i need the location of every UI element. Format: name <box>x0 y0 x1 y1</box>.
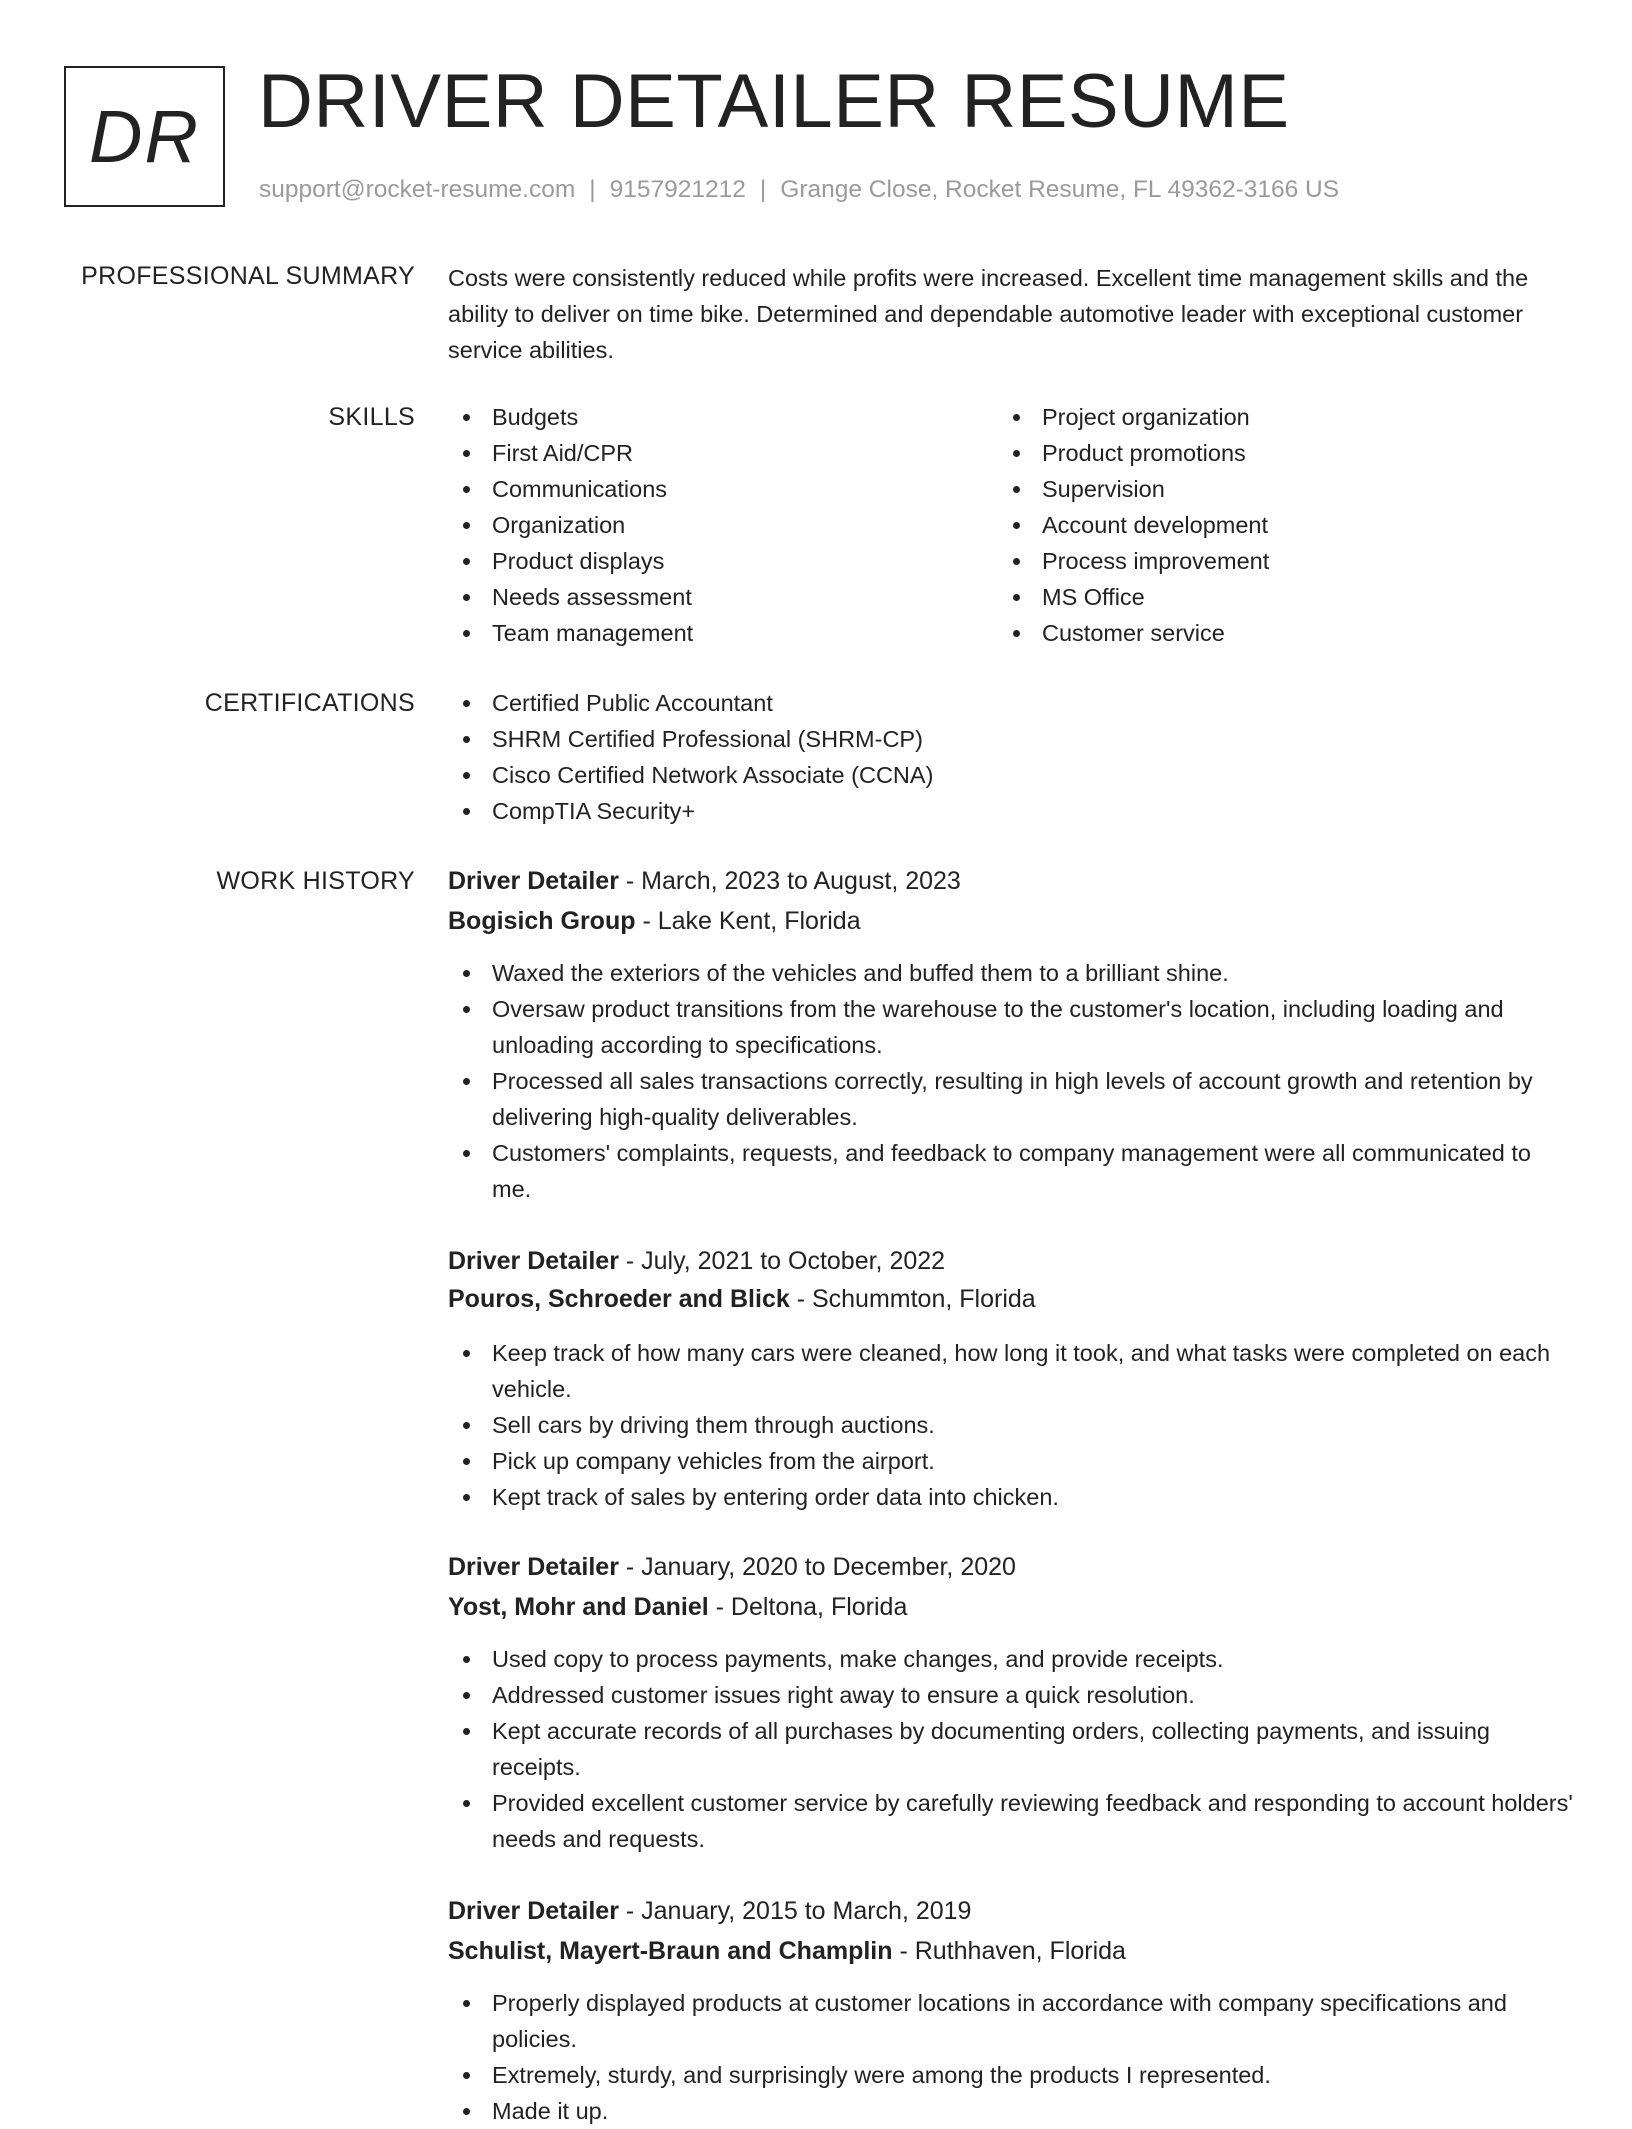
job-bullet: Oversaw product transitions from the warehouse to the customer's location, including loading and unloading according to specifications. <box>448 991 1573 1063</box>
contact-line <box>259 174 1339 206</box>
contact-separator: | <box>759 176 767 203</box>
job-bullet: Sell cars by driving them through auctions. <box>448 1407 1573 1443</box>
job-bullet: Kept track of sales by entering order data into chicken. <box>448 1479 1573 1515</box>
skills-list-right <box>998 399 1558 651</box>
summary-text: Costs were consistently reduced while profits were increased. Excellent time management skills and the ability to deliver on time bike. Determined and dependable automotive leader with exceptional customer service abilities. <box>448 265 1529 363</box>
job-bullets <box>448 1641 1573 1857</box>
job-dates: - July, 2021 to October, 2022 <box>618 1247 946 1275</box>
job-bullets <box>448 955 1573 1207</box>
certification-item: SHRM Certified Professional (SHRM-CP) <box>448 721 1573 757</box>
job-location: - Schummton, Florida <box>789 1285 1036 1313</box>
job-company-line <box>448 1933 1126 1969</box>
job-bullet: Processed all sales transactions correctly, resulting in high levels of account growth and retention by delivering high-quality deliverables. <box>448 1063 1573 1135</box>
job-bullet: Used copy to process payments, make changes, and provide receipts. <box>448 1641 1573 1677</box>
monogram-logo: DR <box>64 66 225 207</box>
job-title: Driver Detailer <box>448 1897 619 1925</box>
job-company: Schulist, Mayert-Braun and Champlin <box>448 1937 893 1965</box>
job-company-line <box>448 903 861 939</box>
job-bullet: Provided excellent customer service by carefully reviewing feedback and responding to account holders' needs and requests. <box>448 1785 1573 1857</box>
contact-email[interactable]: support@rocket-resume.com <box>259 176 576 203</box>
skills-list-left <box>448 399 968 651</box>
job-title-line <box>448 1243 945 1279</box>
contact-separator: | <box>589 176 596 203</box>
job-bullet: Keep track of how many cars were cleaned, how long it took, and what tasks were completed on each vehicle. <box>448 1335 1573 1407</box>
skill-item: First Aid/CPR <box>448 435 968 471</box>
contact-phone[interactable]: 9157921212 <box>609 176 746 203</box>
skill-item: Process improvement <box>998 543 1558 579</box>
skill-item: Product promotions <box>998 435 1558 471</box>
job-location: - Deltona, Florida <box>708 1593 908 1621</box>
certification-item: CompTIA Security+ <box>448 793 1573 829</box>
skill-item: Budgets <box>448 399 968 435</box>
job-bullet: Properly displayed products at customer locations in accordance with company specifications and policies. <box>448 1985 1573 2057</box>
skill-item: Customer service <box>998 615 1558 651</box>
job-title: Driver Detailer <box>448 1247 619 1275</box>
job-bullet: Addressed customer issues right away to ensure a quick resolution. <box>448 1677 1573 1713</box>
job-company-line <box>448 1589 907 1625</box>
job-location: - Lake Kent, Florida <box>635 907 861 935</box>
job-title: Driver Detailer <box>448 867 619 895</box>
job-company: Yost, Mohr and Daniel <box>448 1593 709 1621</box>
contact-address: Grange Close, Rocket Resume, FL 49362-3166 US <box>780 176 1340 203</box>
job-dates: - January, 2015 to March, 2019 <box>618 1897 972 1925</box>
skill-item: Project organization <box>998 399 1558 435</box>
job-title-line <box>448 1549 1016 1585</box>
skill-item: Communications <box>448 471 968 507</box>
job-bullets <box>448 1335 1573 1515</box>
skill-item: Organization <box>448 507 968 543</box>
skill-item: Team management <box>448 615 968 651</box>
skill-item: Needs assessment <box>448 579 968 615</box>
job-location: - Ruthhaven, Florida <box>892 1937 1126 1965</box>
job-title-line <box>448 863 961 899</box>
certification-item: Cisco Certified Network Associate (CCNA) <box>448 757 1573 793</box>
job-dates: - January, 2020 to December, 2020 <box>618 1553 1016 1581</box>
skill-item: Product displays <box>448 543 968 579</box>
skill-item: MS Office <box>998 579 1558 615</box>
skill-item: Account development <box>998 507 1558 543</box>
job-bullet: Extremely, sturdy, and surprisingly were among the products I represented. <box>448 2057 1573 2093</box>
section-label-certifications: CERTIFICATIONS <box>204 689 415 717</box>
job-bullets <box>448 1985 1573 2129</box>
resume-title: DRIVER DETAILER RESUME <box>258 59 1290 144</box>
section-label-summary: PROFESSIONAL SUMMARY <box>81 262 415 290</box>
skill-item: Supervision <box>998 471 1558 507</box>
job-bullet: Customers' complaints, requests, and feedback to company management were all communicated to me. <box>448 1135 1573 1207</box>
job-company: Bogisich Group <box>448 907 636 935</box>
job-company-line <box>448 1281 1036 1317</box>
section-label-skills: SKILLS <box>328 403 415 431</box>
certifications-list <box>448 685 1573 829</box>
job-bullet: Kept accurate records of all purchases by documenting orders, collecting payments, and issuing receipts. <box>448 1713 1573 1785</box>
job-company: Pouros, Schroeder and Blick <box>448 1285 790 1313</box>
certification-item: Certified Public Accountant <box>448 685 1573 721</box>
job-title: Driver Detailer <box>448 1553 619 1581</box>
job-title-line <box>448 1893 971 1929</box>
job-bullet: Pick up company vehicles from the airport. <box>448 1443 1573 1479</box>
job-dates: - March, 2023 to August, 2023 <box>618 867 961 895</box>
job-bullet: Waxed the exteriors of the vehicles and buffed them to a brilliant shine. <box>448 955 1573 991</box>
section-label-work-history: WORK HISTORY <box>216 867 415 895</box>
job-bullet: Made it up. <box>448 2093 1573 2129</box>
